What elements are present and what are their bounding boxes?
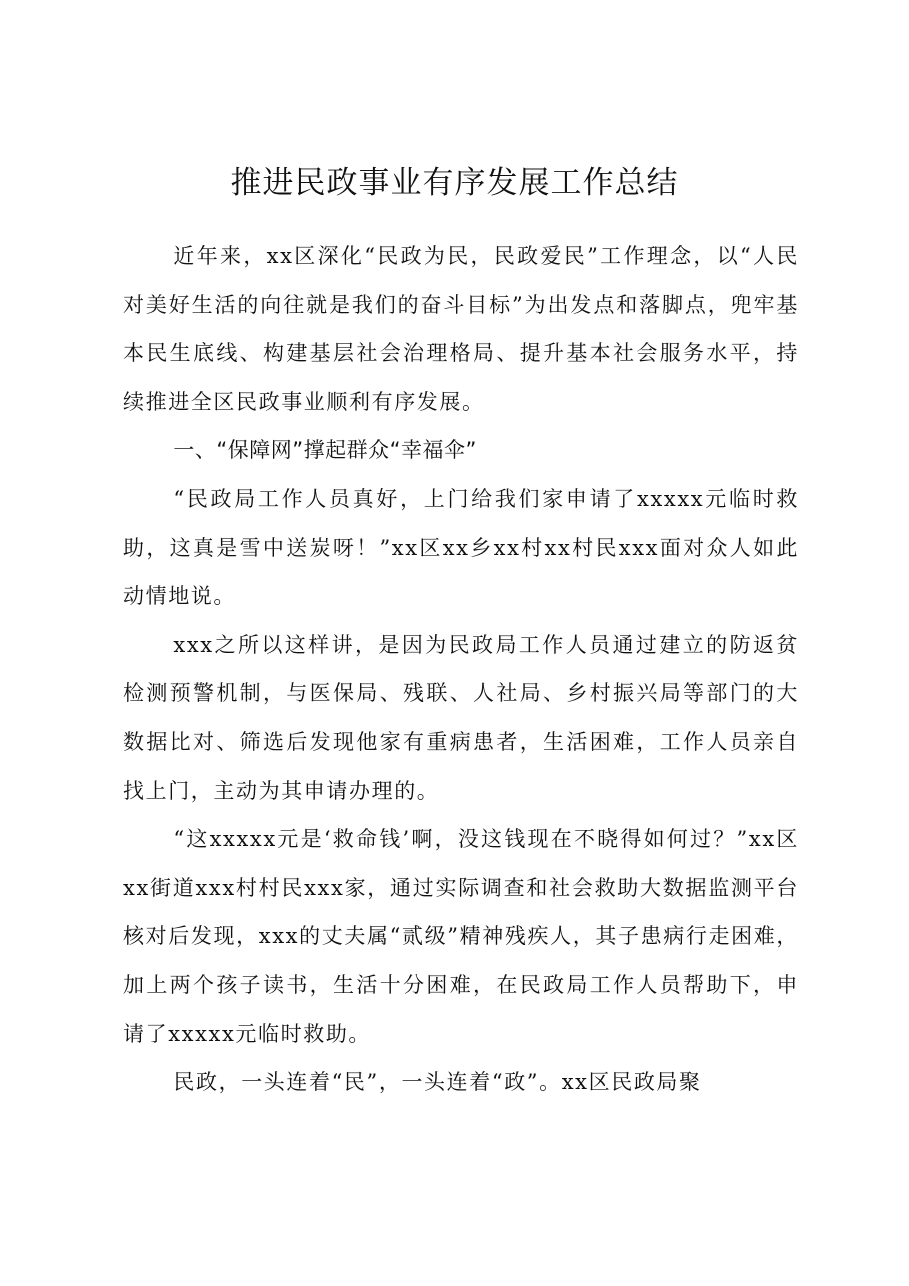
document-body: [123, 232, 799, 1107]
section-heading: 一、“保障网”撑起群众“幸福伞”: [173, 438, 477, 463]
paragraph-intro: 近年来，xx区深化“民政为民，民政爱民”工作理念，以“人民对美好生活的向往就是我们的奋斗目标”为出发点和落脚点，兜牢基本民生底线、构建基层社会治理格局、提升基本社会服务水平，持续推进全区民政事业顺利有序发展。: [123, 244, 799, 414]
paragraph-quote-2: “这xxxxx元是‘救命钱’啊，没这钱现在不晓得如何过？”xx区xx街道xxx村村民xxx家，通过实际调查和社会救助大数据监测平台核对后发现，xxx的丈夫属“贰级”精神残疾人，其子患病行走困难，加上两个孩子读书，生活十分困难，在民政局工作人员帮助下，申请了xxxxx元临时救助。: [123, 827, 799, 1046]
paragraph-continuation: 民政，一头连着“民”，一头连着“政”。xx区民政局聚: [173, 1070, 702, 1095]
paragraph-quote-1: “民政局工作人员真好，上门给我们家申请了xxxxx元临时救助，这真是雪中送炭呀！”xx区xx乡xx村xx村民xxx面对众人如此动情地说。: [123, 486, 799, 609]
paragraph-explanation: xxx之所以这样讲，是因为民政局工作人员通过建立的防返贫检测预警机制，与医保局、残联、人社局、乡村振兴局等部门的大数据比对、筛选后发现他家有重病患者，生活困难，工作人员亲自找上门，主动为其申请办理的。: [123, 632, 799, 803]
document-title: 推进民政事业有序发展工作总结: [230, 165, 679, 201]
